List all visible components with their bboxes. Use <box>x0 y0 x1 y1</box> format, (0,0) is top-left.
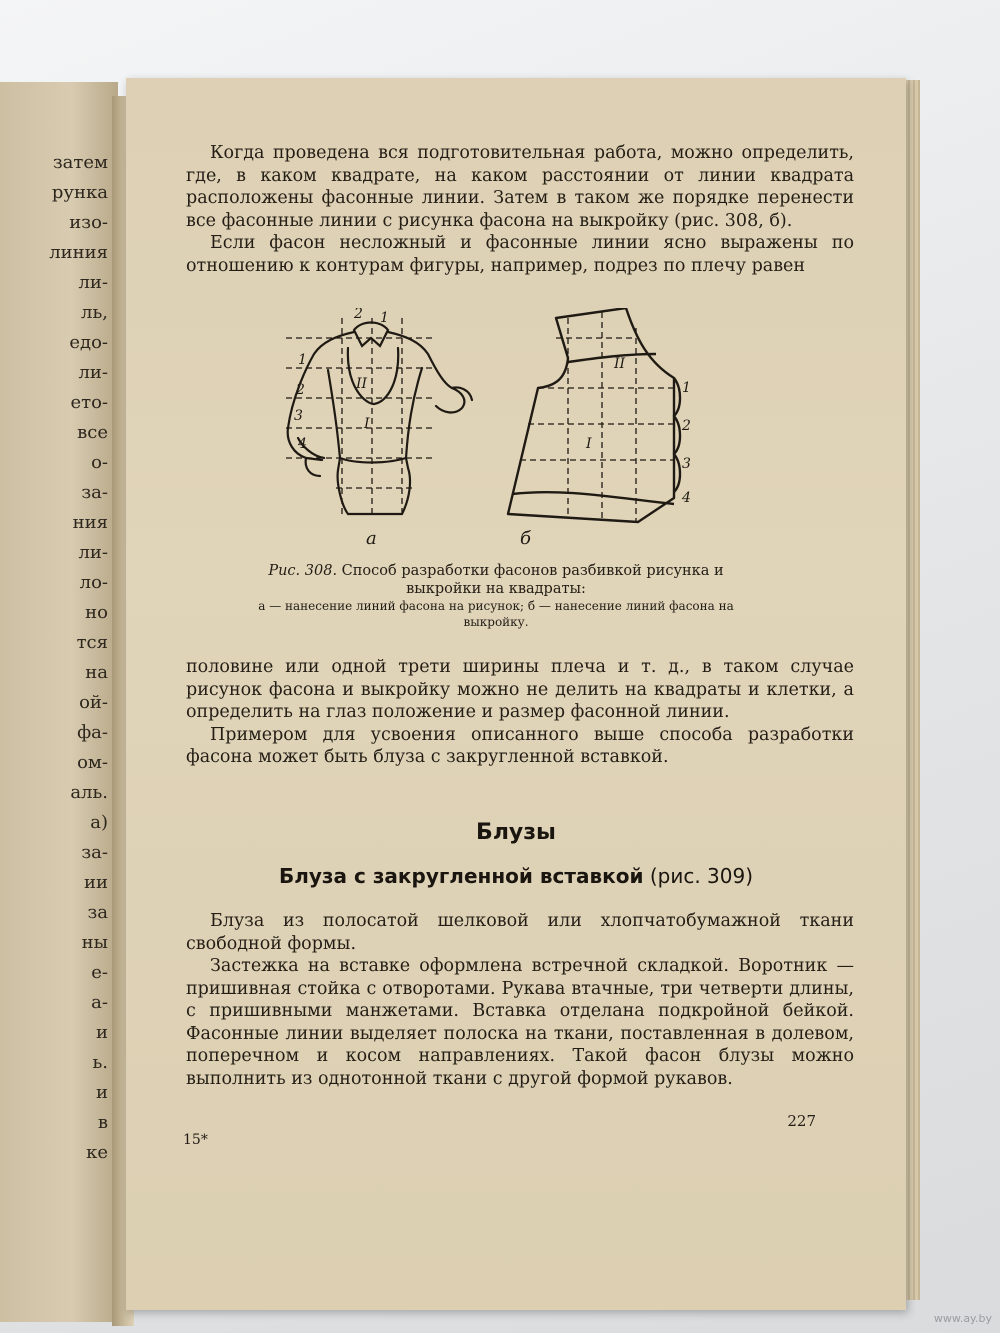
mark-a-2: 2 <box>354 308 363 322</box>
figure-label-a: а <box>366 528 377 548</box>
mark-a-1: 1 <box>380 310 389 326</box>
mark-a-roman-1: I <box>364 416 370 432</box>
mark-b-1: 1 <box>682 380 691 396</box>
left-page-fragment: а) <box>90 812 108 833</box>
continuation-text-block <box>186 656 854 769</box>
blouse-text-block <box>186 910 854 1090</box>
left-page-fragment: в <box>97 1112 108 1133</box>
left-page-fragment: ь. <box>92 1052 108 1073</box>
left-page-fragment: рунка <box>51 182 108 203</box>
figure-caption-sub: а — нанесение линий фасона на рисунок; б — нанесение линий фасона на выкройку. <box>258 599 734 629</box>
subsection-title <box>126 864 906 888</box>
left-page <box>0 82 118 1322</box>
left-page-fragment: ло- <box>79 572 108 593</box>
mark-b-roman-1: I <box>586 436 592 452</box>
mark-b-3: 3 <box>682 456 691 472</box>
left-page-fragment: все <box>77 422 108 443</box>
paragraph-6: Застежка на вставке оформлена встречной складкой. Воротник — пришивная стойка с отворотами. Рукава втачные, три четверти длины, с пришивными манжетами. Вставка отделана подкройной бейкой. Фасонные линии выделяет полоска на ткани, поставленная в долевом, поперечном и косом направлениях. Такой фасон блузы можно выполнить из однотонной ткани с другой формой рукавов. <box>186 956 854 1089</box>
right-page <box>126 78 906 1310</box>
section-title: Блузы <box>476 820 556 845</box>
left-page-fragment: ли- <box>78 542 108 563</box>
paragraph-3: половине или одной трети ширины плеча и т. д., в таком случае рисунок фасона и выкройку можно не делить на квадраты и клетки, а определить на глаз положение и размер фасонной линии. <box>186 657 854 722</box>
left-page-fragment: ой- <box>79 692 108 713</box>
mark-a-1-left: 1 <box>298 352 307 368</box>
left-page-fragment: ния <box>72 512 108 533</box>
subsection-title-main: Блуза с закругленной вставкой <box>278 864 644 888</box>
paragraph-1: Когда проведена вся подготовительная работа, можно определить, где, в каком квадрате, на каком расстоянии от линии квадрата расположены фасонные линии. Затем в таком же порядке перенести все фасонные линии с рисунка фасона на выкройку (рис. 308, б). <box>186 143 854 231</box>
signature-mark: 15* <box>183 1132 208 1148</box>
left-page-fragment: е- <box>91 962 108 983</box>
figure-b-pattern-drawing <box>508 308 680 522</box>
subsection-title-ref: (рис. 309) <box>649 864 754 888</box>
left-page-fragment: изо- <box>69 212 108 233</box>
figure-label-b: б <box>520 528 531 548</box>
left-page-fragment: ето- <box>70 392 108 413</box>
mark-b-2: 2 <box>682 418 691 434</box>
left-page-fragment: за <box>87 902 108 923</box>
left-page-fragment: на <box>85 662 108 683</box>
left-page-fragment: но <box>85 602 108 623</box>
left-page-fragment: ии <box>84 872 108 893</box>
intro-text-block <box>186 142 854 277</box>
left-page-fragment: ли- <box>78 272 108 293</box>
caption-text: Способ разработки фасонов разбивкой рисунка и выкройки на квадраты: <box>341 563 724 597</box>
mark-a-3-left: 3 <box>294 408 303 424</box>
mark-a-4-left: 4 <box>298 436 307 452</box>
left-page-fragment: за- <box>81 482 108 503</box>
mark-b-roman-2: II <box>614 356 626 372</box>
mark-a-roman-2: II <box>356 376 368 392</box>
caption-label: Рис. 308. <box>268 563 338 579</box>
left-page-fragment: и <box>96 1022 108 1043</box>
figure-b-grid-lines <box>520 312 674 522</box>
left-page-fragment: фа- <box>77 722 108 743</box>
left-page-fragment: аль. <box>70 782 108 803</box>
paragraph-2: Если фасон несложный и фасонные линии ясно выражены по отношению к контурам фигуры, например, подрез по плечу равен <box>186 233 854 276</box>
mark-a-2-left: 2 <box>296 382 305 398</box>
left-page-fragment: и <box>96 1082 108 1103</box>
left-page-fragment: затем <box>52 152 108 173</box>
left-page-fragment: едо- <box>69 332 108 353</box>
left-page-fragment: ны <box>81 932 108 953</box>
left-page-fragment: а- <box>91 992 108 1013</box>
left-page-fragment: ом- <box>77 752 108 773</box>
figure-a-grid-lines <box>286 318 436 514</box>
left-page-fragment: линия <box>49 242 108 263</box>
figure-a-blouse-drawing <box>288 323 472 515</box>
left-page-fragment: тся <box>76 632 108 653</box>
left-page-fragment: ке <box>86 1142 108 1163</box>
paragraph-5: Блуза из полосатой шелковой или хлопчатобумажной ткани свободной формы. <box>186 911 854 954</box>
page-number: 227 <box>787 1112 816 1130</box>
left-page-fragment: ли- <box>78 362 108 383</box>
left-page-fragment: о- <box>91 452 108 473</box>
mark-b-4: 4 <box>682 490 691 506</box>
watermark: www.ay.by <box>933 1312 992 1325</box>
left-page-fragment: за- <box>81 842 108 863</box>
figure-caption <box>236 562 756 598</box>
left-page-fragment: ль, <box>81 302 108 323</box>
figure-308 <box>276 308 706 548</box>
paragraph-4: Примером для усвоения описанного выше способа разработки фасона может быть блуза с закругленной вставкой. <box>186 724 854 767</box>
